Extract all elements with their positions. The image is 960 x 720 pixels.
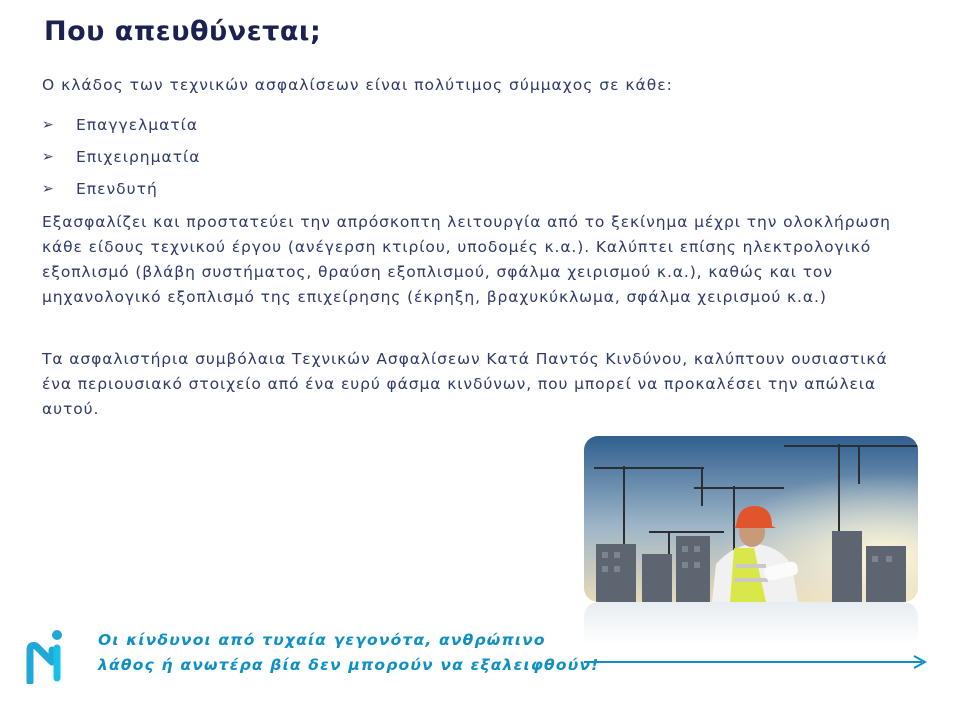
footer-slogan-line2: λάθος ή ανωτέρα βία δεν μπορούν να εξαλειφθούν! xyxy=(98,656,600,674)
page-title: Που απευθύνεται; xyxy=(44,16,322,47)
arrowhead-bullet-icon: ➢ xyxy=(42,149,55,165)
list-item-label: Επενδυτή xyxy=(76,180,158,198)
list-item-label: Επαγγελματία xyxy=(76,116,199,134)
arrowhead-bullet-icon: ➢ xyxy=(42,117,55,133)
photo-engineer-cranes xyxy=(584,436,918,602)
list-item xyxy=(42,114,200,146)
footer-slogan xyxy=(98,628,599,678)
policy-paragraph: Τα ασφαλιστήρια συμβόλαια Τεχνικών Ασφαλίσεων Κατά Παντός Κινδύνου, καλύπτουν ουσιαστικά ένα περιουσιακό στοιχείο από ένα ευρύ φάσμα κινδύνων, που μπορεί να προκαλέσει την απώλεια αυτού. xyxy=(42,350,888,418)
arrowhead-bullet-icon: ➢ xyxy=(42,181,55,197)
footer-slogan-line1: Οι κίνδυνοι από τυχαία γεγονότα, ανθρώπινο xyxy=(98,631,546,649)
audience-list xyxy=(42,114,200,210)
construction-photo xyxy=(584,436,918,666)
list-item xyxy=(42,178,200,210)
coverage-paragraph: Εξασφαλίζει και προστατεύει την απρόσκοπτη λειτουργία από το ξεκίνημα μέχρι την ολοκλήρωση κάθε είδους τεχνικού έργου (ανέγερση κτιρίου, υποδομές κ.α.). Καλύπτει επίσης ηλεκτρολογικό εξοπλισμό (βλάβη συστήματος, θραύση εξοπλισμού, σφάλμα χειρισμού κ.α.), καθώς και τον μηχανολογικό εξοπλισμό της επιχείρησης (έκρηξη, βραχυκύκλωμα, σφάλμα χειρισμού κ.α.) xyxy=(42,213,891,306)
list-item-label: Επιχειρηματία xyxy=(76,148,201,166)
list-item xyxy=(42,146,200,178)
right-arrow-line-icon xyxy=(584,652,929,672)
brand-logo-icon xyxy=(26,628,66,684)
intro-text: Ο κλάδος των τεχνικών ασφαλίσεων είναι πολύτιμος σύμμαχος σε κάθε: xyxy=(42,76,673,94)
